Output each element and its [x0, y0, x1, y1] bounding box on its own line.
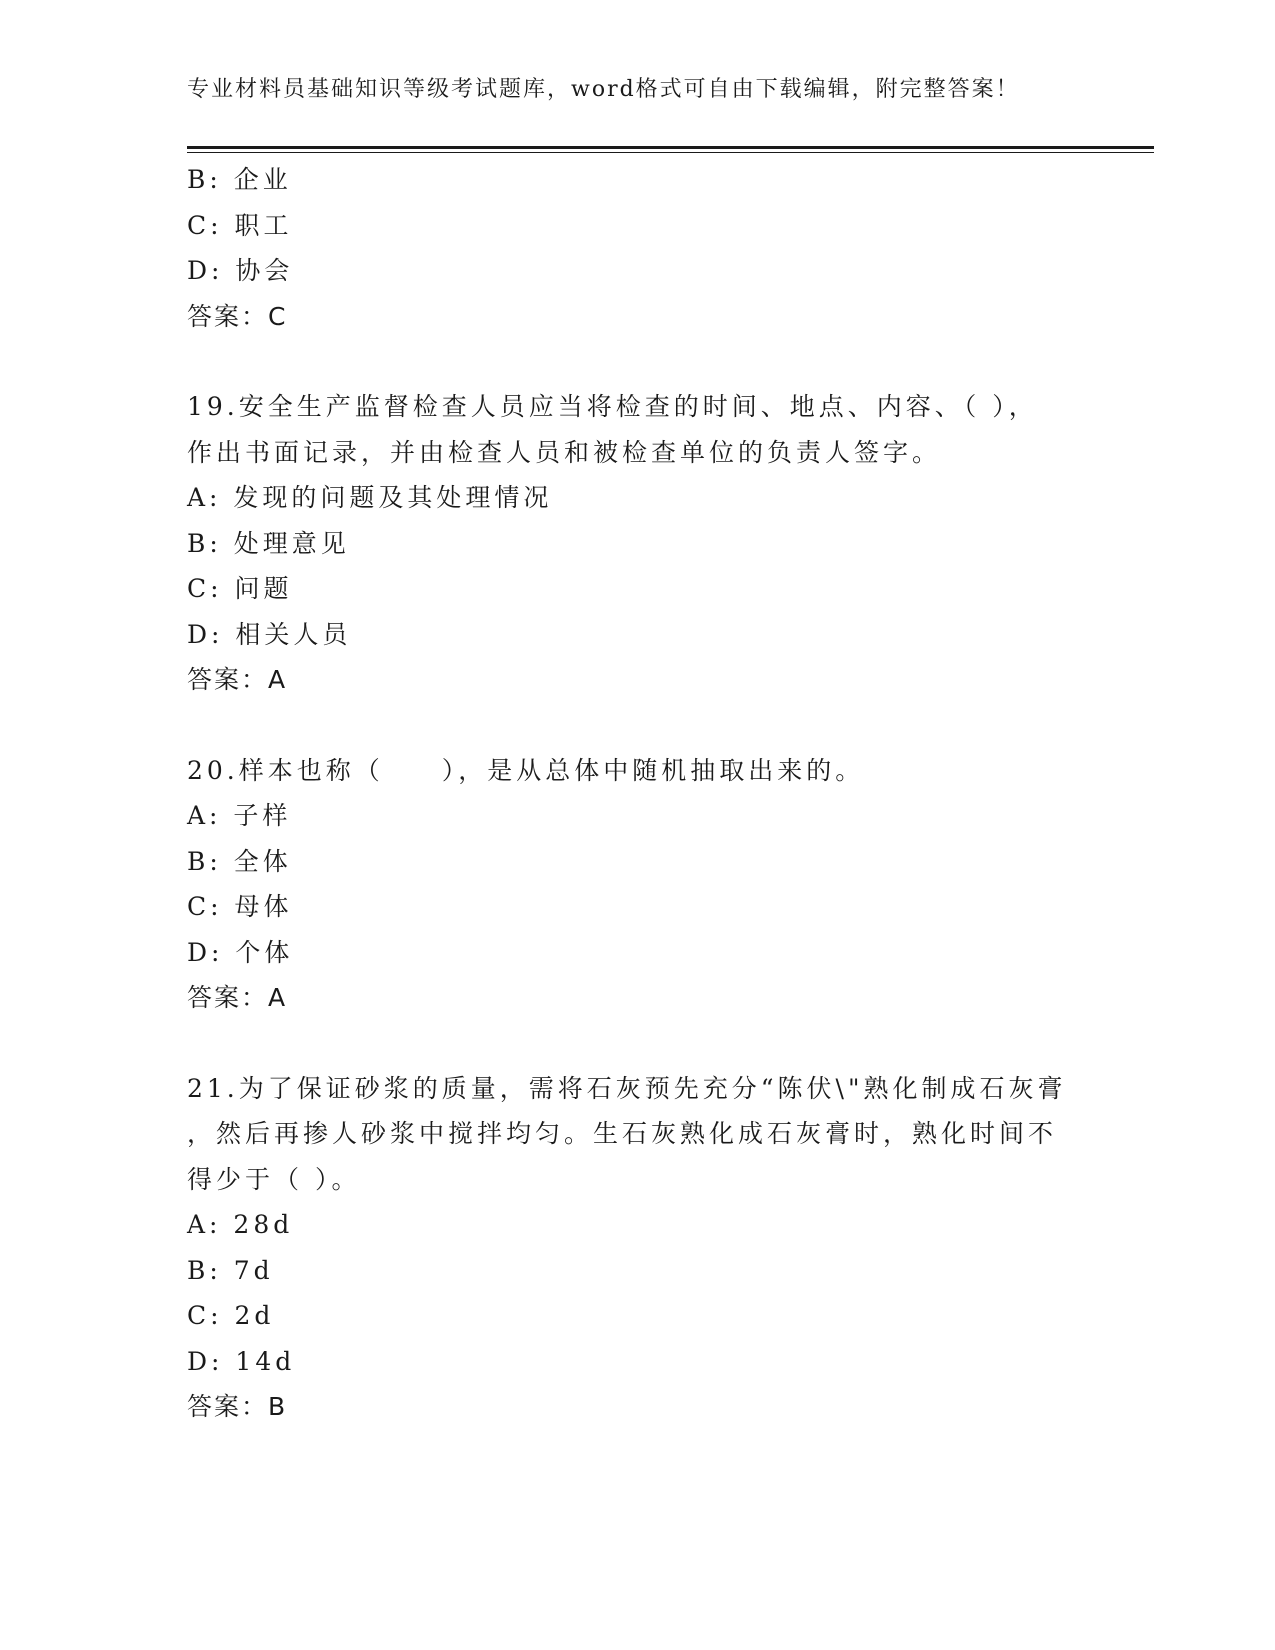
spacer — [187, 1021, 1087, 1066]
question-stem-line: 21.为了保证砂浆的质量，需将石灰预先充分“陈伏\"熟化制成石灰膏 — [187, 1073, 1067, 1103]
option-b: B: 企业 — [187, 165, 292, 194]
page-header: 专业材料员基础知识等级考试题库，word格式可自由下载编辑，附完整答案！ — [187, 77, 1020, 102]
question-stem-line: ，然后再掺人砂浆中搅拌均匀。生石灰熟化成石灰膏时，熟化时间不 — [187, 1119, 1058, 1148]
answer-line: 答案：C — [187, 301, 288, 331]
option-d: D: 协会 — [187, 256, 294, 285]
answer-line: 答案：A — [187, 983, 288, 1012]
option-a: A: 发现的问题及其处理情况 — [187, 483, 553, 512]
question-stem-line: 20.样本也称（ ），是从总体中随机抽取出来的。 — [187, 755, 865, 785]
option-c: C: 职工 — [187, 210, 293, 240]
continued-question — [187, 157, 1087, 339]
spacer — [187, 703, 1087, 748]
option-a: A: 子样 — [187, 801, 292, 830]
question-stem-line: 得少于（ ）。 — [187, 1164, 361, 1194]
document-body — [187, 157, 1087, 1430]
option-b: B: 处理意见 — [187, 528, 350, 558]
answer-line: 答案：A — [187, 665, 288, 694]
option-a: A: 28d — [187, 1210, 294, 1239]
question-stem-line: 作出书面记录，并由检查人员和被检查单位的负责人签字。 — [187, 437, 942, 467]
option-d: D: 相关人员 — [187, 619, 352, 649]
option-b: B: 7d — [187, 1255, 274, 1285]
option-c: C: 母体 — [187, 892, 293, 921]
option-d: D: 14d — [187, 1346, 296, 1376]
question-stem-line: 19.安全生产监督检查人员应当将检查的时间、地点、内容、（ ）， — [187, 392, 1038, 421]
spacer — [187, 339, 1087, 384]
question-21 — [187, 1066, 1087, 1430]
question-20 — [187, 748, 1087, 1021]
question-19 — [187, 384, 1087, 703]
option-b: B: 全体 — [187, 846, 292, 876]
header-rule-thin — [187, 152, 1154, 153]
answer-line: 答案：B — [187, 1392, 288, 1421]
header-rule-thick — [187, 146, 1154, 149]
option-c: C: 问题 — [187, 574, 293, 603]
option-c: C: 2d — [187, 1301, 275, 1330]
option-d: D: 个体 — [187, 937, 294, 967]
